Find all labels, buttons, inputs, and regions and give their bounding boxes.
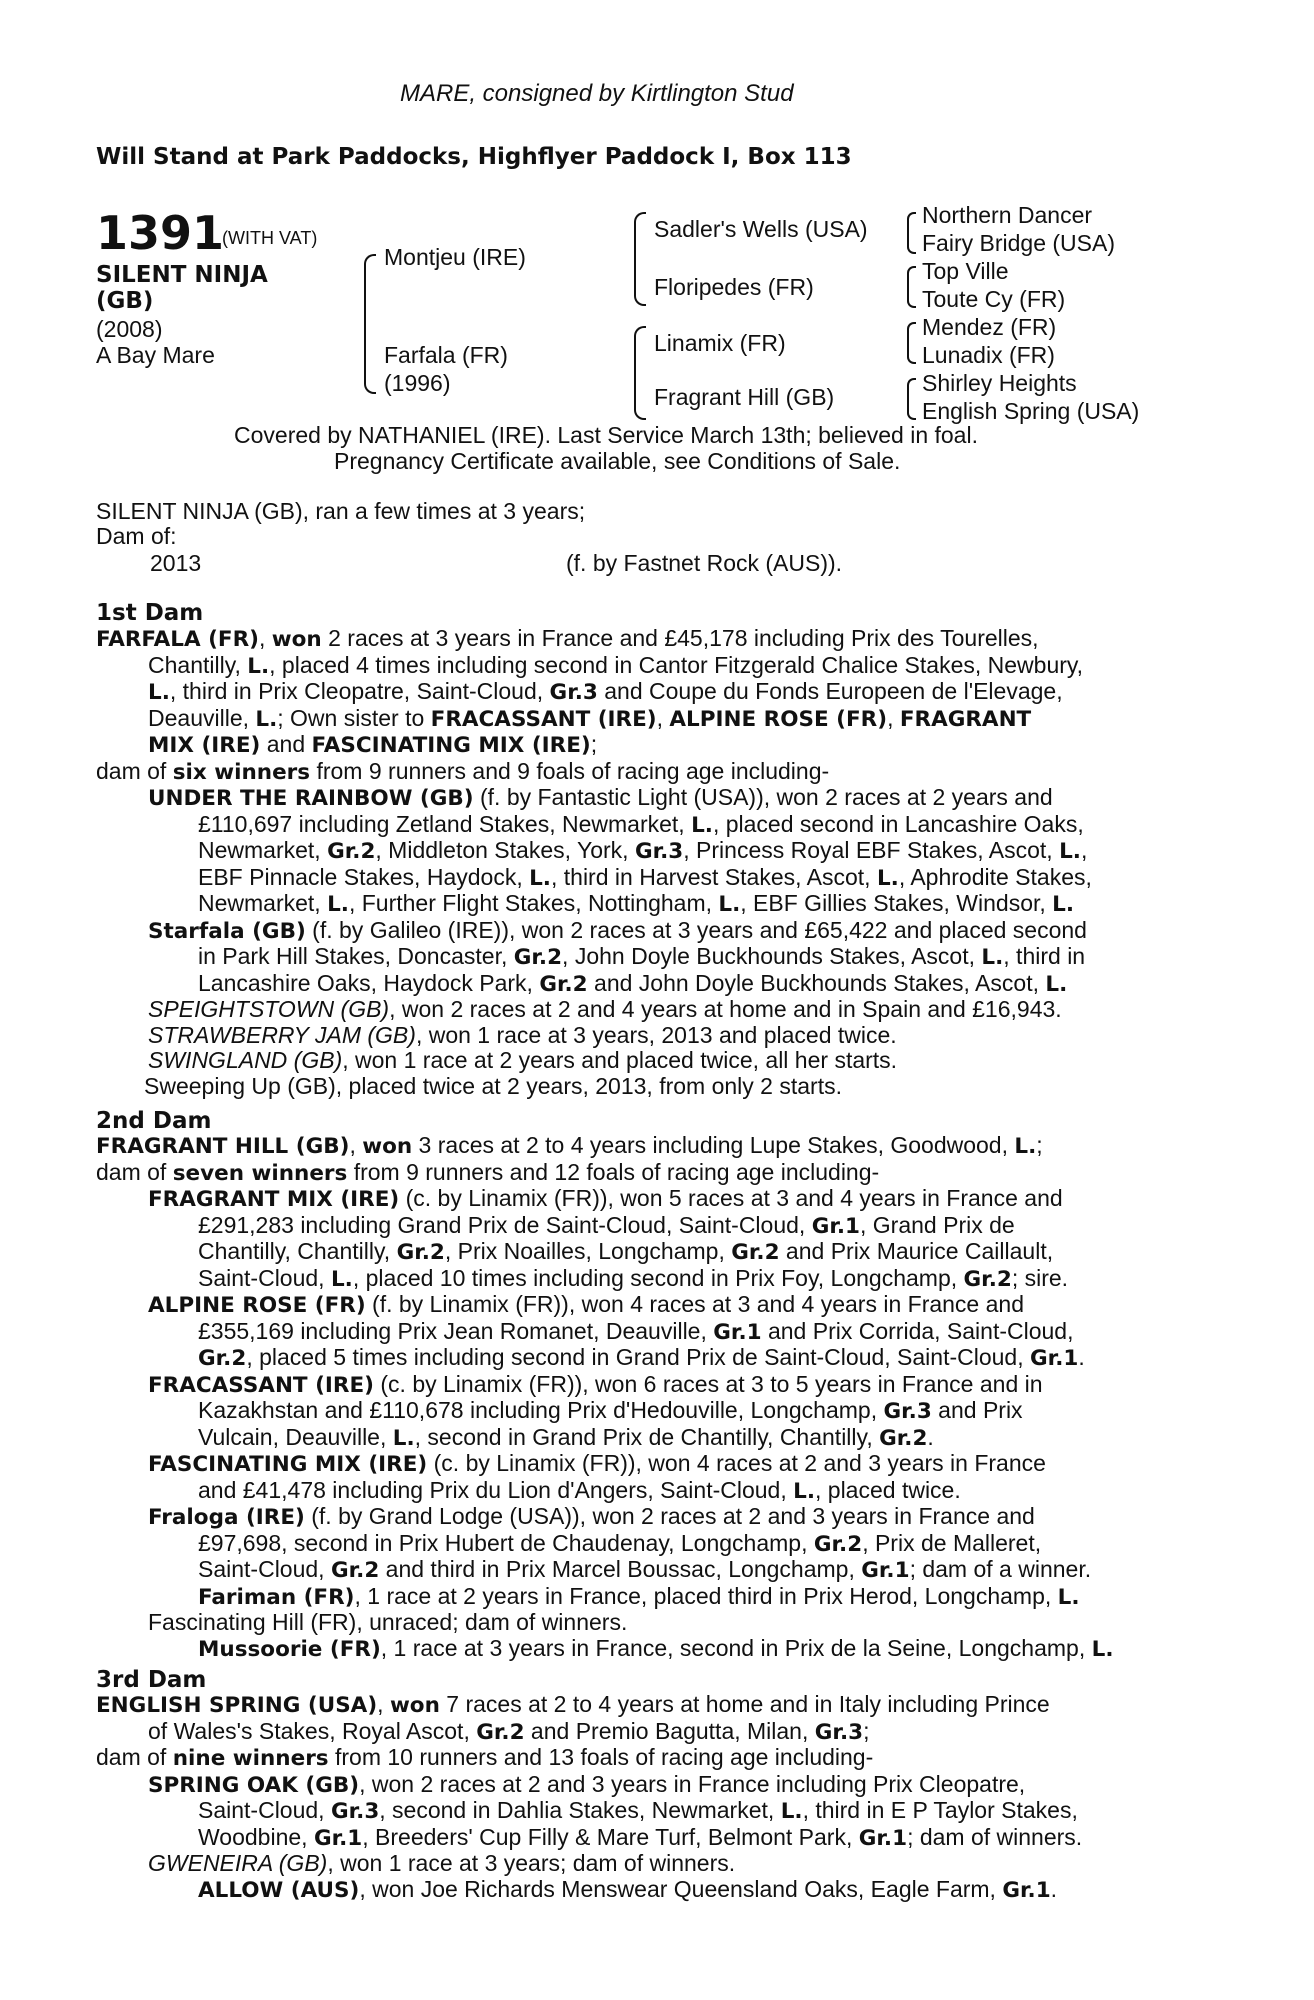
- sibling-name: FRAGRANT: [899, 706, 1032, 732]
- text: Chantilly, Chantilly,: [198, 1238, 397, 1264]
- text: , third in: [1003, 943, 1086, 969]
- text: Newmarket,: [198, 837, 328, 863]
- text: , placed twice.: [815, 1476, 961, 1503]
- produce-detail: (f. by Fastnet Rock (AUS)).: [566, 550, 843, 576]
- group-label: Gr.2: [396, 1240, 445, 1265]
- text: ,: [887, 704, 900, 731]
- text: , won 1 race at 3 years, 2013 and placed twice.: [415, 1021, 897, 1048]
- listed-label: L.: [1059, 839, 1081, 864]
- progeny-name: FRACASSANT (IRE): [148, 1372, 374, 1398]
- text: , won 1 race at 3 years; dam of winners.: [327, 1850, 736, 1876]
- group-label: Gr.2: [539, 971, 588, 997]
- pedigree-ddd: English Spring (USA): [922, 398, 1140, 424]
- progeny-name: UNDER THE RAINBOW (GB): [148, 786, 474, 811]
- text: ; dam of winners.: [907, 1823, 1083, 1850]
- produce-summary: SILENT NINJA (GB), ran a few times at 3 years;: [96, 498, 586, 524]
- first-dam-heading: 1st Dam: [96, 600, 204, 626]
- listed-label: L.: [392, 1425, 415, 1451]
- text: , third in Harvest Stakes, Ascot,: [550, 863, 877, 890]
- text: Sweeping Up (GB), placed twice at 2 years, 2013, from only 2 starts.: [144, 1072, 842, 1099]
- text: , placed second in Lancashire Oaks,: [712, 810, 1084, 837]
- text: .: [1078, 1344, 1085, 1370]
- listed-label: L.: [148, 680, 170, 705]
- text: Deauville,: [148, 704, 256, 731]
- pedigree-brace-dam-line: [634, 326, 646, 420]
- text: from 10 runners and 13 foals of racing age including-: [328, 1744, 874, 1770]
- listed-label: L.: [793, 1478, 815, 1504]
- pedigree-dsd: Lunadix (FR): [922, 342, 1055, 368]
- group-label: Gr.2: [327, 839, 376, 864]
- text: ,: [349, 1132, 363, 1158]
- group-label: Gr.3: [549, 680, 598, 705]
- text: 2 races at 3 years in France and £45,178 including Prix des Tourelles,: [321, 625, 1039, 651]
- group-label: Gr.2: [731, 1240, 780, 1265]
- progeny-name: ALLOW (AUS): [198, 1877, 360, 1903]
- text: , placed 4 times including second in Cantor Fitzgerald Chalice Stakes, Newbury,: [269, 651, 1084, 678]
- text: ,: [1080, 837, 1088, 863]
- dam-name: FARFALA (FR): [96, 627, 259, 652]
- text: , Grand Prix de: [860, 1211, 1015, 1238]
- text: Lancashire Oaks, Haydock Park,: [198, 969, 540, 996]
- listed-label: L.: [247, 653, 270, 679]
- pedigree-sire: Montjeu (IRE): [384, 244, 526, 270]
- text: and Coupe du Fonds Europeen de l'Elevage,: [597, 678, 1063, 704]
- text: (c. by Linamix (FR)), won 5 races at 3 and 4 years in France and: [399, 1185, 1063, 1211]
- listed-label: L.: [529, 865, 551, 891]
- text: , won 2 races at 2 and 4 years at home and in Spain and £16,943.: [389, 996, 1062, 1022]
- second-dam-heading: 2nd Dam: [96, 1108, 212, 1134]
- third-dam-heading: 3rd Dam: [96, 1667, 207, 1693]
- pedigree-dds: Shirley Heights: [922, 370, 1077, 396]
- pedigree-brace-sd: [907, 266, 916, 308]
- group-label: Gr.2: [476, 1719, 525, 1745]
- pedigree-sss: Northern Dancer: [922, 202, 1093, 228]
- text: , Middleton Stakes, York,: [375, 837, 635, 863]
- text: ;: [863, 1717, 870, 1744]
- progeny-name: Starfala (GB): [148, 918, 306, 944]
- pedigree-dss: Mendez (FR): [922, 314, 1057, 340]
- listed-label: L.: [1091, 1636, 1114, 1662]
- sibling-name: ALPINE ROSE (FR): [669, 706, 888, 732]
- text: (f. by Grand Lodge (USA)), won 2 races at 2 and 3 years in France and: [304, 1503, 1035, 1529]
- text: £97,698, second in Prix Hubert de Chaudenay, Longchamp,: [198, 1529, 814, 1556]
- group-label: Gr.1: [858, 1825, 908, 1851]
- covering-note: Covered by NATHANIEL (IRE). Last Service March 13th; believed in foal.: [234, 422, 978, 448]
- text: (f. by Galileo (IRE)), won 2 races at 3 years and £65,422 and placed second: [305, 916, 1087, 943]
- text: Vulcain, Deauville,: [198, 1423, 393, 1450]
- group-label: Gr.3: [330, 1799, 380, 1824]
- text: Saint-Cloud,: [198, 1556, 331, 1582]
- text: , third in Prix Cleopatre, Saint-Cloud,: [169, 678, 550, 704]
- pedigree-sdd: Toute Cy (FR): [922, 286, 1066, 312]
- horse-name: SILENT NINJA: [96, 262, 268, 288]
- dam-name: ENGLISH SPRING (USA): [96, 1693, 378, 1718]
- text: and Prix Corrida, Saint-Cloud,: [761, 1317, 1074, 1344]
- progeny-name: Fariman (FR): [198, 1584, 355, 1610]
- text: .: [1050, 1875, 1058, 1902]
- text: Fascinating Hill (FR), unraced; dam of winners.: [148, 1609, 628, 1635]
- text: and third in Prix Marcel Boussac, Longchamp,: [379, 1556, 862, 1582]
- text: £110,697 including Zetland Stakes, Newmarket,: [198, 810, 692, 837]
- text: ;: [1036, 1132, 1043, 1158]
- text: , won 1 race at 2 years and placed twice, all her starts.: [342, 1047, 898, 1073]
- text: Chantilly,: [148, 651, 248, 678]
- horse-name-suffix: (GB): [96, 288, 154, 314]
- third-dam-entry: [96, 1692, 1200, 1903]
- text: ,: [656, 704, 670, 731]
- text: (c. by Linamix (FR)), won 4 races at 2 and 3 years in France: [427, 1450, 1046, 1476]
- pedigree-brace-parents: [364, 254, 376, 394]
- text: , placed 5 times including second in Grand Prix de Saint-Cloud, Saint-Cloud,: [246, 1344, 1031, 1370]
- text: , third in E P Taylor Stakes,: [802, 1797, 1078, 1823]
- listed-label: L.: [1045, 971, 1068, 997]
- text: , placed 10 times including second in Prix Foy, Longchamp,: [352, 1264, 964, 1291]
- text: , Princess Royal EBF Stakes, Ascot,: [683, 837, 1060, 863]
- text: , 1 race at 2 years in France, placed third in Prix Herod, Longchamp,: [354, 1582, 1058, 1609]
- text: .: [927, 1423, 934, 1450]
- won-label: won: [362, 1134, 413, 1159]
- group-label: Gr.2: [963, 1266, 1012, 1292]
- listed-label: L.: [876, 865, 899, 891]
- first-dam-entry: FARFALA (FR), won 2 races at 3 years in France and £45,178 including Prix des Tourelles, Chantilly, L., placed 4 times including second in Cantor Fitzgerald Chalice Stakes, Newbury, L., third in Prix Cleopatre, Saint-Cloud, Gr.3 and Coupe du Fonds Europeen de l'Elevage, Deauville, L.; Own sister to FRACASSANT (IRE), ALPINE ROSE (FR), FRAGRANT MIX (IRE) and FASCINATING MIX (IRE); dam of six winners from 9 runners and 9 foals of racing age including- UNDER THE RAINBOW (GB) (f. by Fantastic Light (USA)), won 2 races at 2 years and £110,697 including Zetland Stakes, Newmarket, L., placed second in Lancashire Oaks, Newmarket, Gr.2, Middleton Stakes, York, Gr.3, Princess Royal EBF Stakes, Ascot, L., EBF Pinnacle Stakes, Haydock, L., third in Harvest Stakes, Ascot, L., Aphrodite Stakes, Newmarket, L., Further Flight Stakes, Nottingham, L., EBF Gillies Stakes, Windsor, L. Starfala (GB) (f. by Galileo (IRE)), won 2 races at 3 years and £65,422 and placed second in Park Hill Stakes, Doncaster, Gr.2, John Doyle Buckhounds Stakes, Ascot, L., third in Lancashire Oaks, Haydock Park, Gr.2 and John Doyle Buckhounds Stakes, Ascot, L. SPEIGHTSTOWN (GB), won 2 races at 2 and 4 years at home and in Spain and £16,943. STRAWBERRY JAM (GB), won 1 race at 3 years, 2013 and placed twice. SWINGLAND (GB), won 1 race at 2 years and placed twice, all her starts. Sweeping Up (GB), placed twice at 2 years, 2013, from only 2 starts.: [96, 625, 1092, 1099]
- text: Saint-Cloud,: [198, 1797, 331, 1823]
- stand-location: Will Stand at Park Paddocks, Highflyer Paddock I, Box 113: [96, 144, 852, 170]
- text: (f. by Linamix (FR)), won 4 races at 3 and 4 years in France and: [365, 1291, 1024, 1317]
- text: dam of: [96, 1744, 173, 1770]
- text: and Prix: [931, 1397, 1023, 1423]
- progeny-name: FASCINATING MIX (IRE): [148, 1452, 428, 1477]
- group-label: Gr.3: [634, 839, 684, 864]
- sibling-name: MIX (IRE): [148, 733, 261, 758]
- consignor-subtitle: MARE, consigned by Kirtlington Stud: [400, 80, 794, 107]
- pedigree-ssd: Fairy Bridge (USA): [922, 230, 1115, 256]
- pedigree-dam: Farfala (FR): [384, 342, 508, 368]
- group-label: Gr.1: [713, 1319, 762, 1345]
- won-label: won: [389, 1693, 440, 1718]
- text: 3 races at 2 to 4 years including Lupe Stakes, Goodwood,: [412, 1132, 1015, 1158]
- pedigree-brace-dd: [907, 378, 916, 420]
- pedigree-sds: Top Ville: [922, 258, 1009, 284]
- text: ; dam of a winner.: [909, 1556, 1092, 1582]
- text: , second in Dahlia Stakes, Newmarket,: [379, 1797, 781, 1823]
- text: ; sire.: [1011, 1264, 1069, 1291]
- text: ; Own sister to: [277, 704, 431, 731]
- text: (c. by Linamix (FR)), won 6 races at 3 to 5 years in France and in: [373, 1370, 1043, 1397]
- won-label: won: [271, 627, 322, 652]
- pedigree-brace-sire-line: [634, 212, 646, 306]
- text: , 1 race at 3 years in France, second in Prix de la Seine, Longchamp,: [380, 1634, 1092, 1661]
- text: , second in Grand Prix de Chantilly, Chantilly,: [414, 1423, 880, 1450]
- winners-count: six winners: [172, 759, 311, 785]
- text: , Prix de Malleret,: [862, 1529, 1042, 1556]
- group-label: Gr.3: [814, 1719, 864, 1745]
- listed-label: L.: [1014, 1134, 1037, 1159]
- progeny-name: STRAWBERRY JAM (GB): [148, 1021, 416, 1048]
- text: Woodbine,: [198, 1823, 314, 1850]
- dam-name: FRAGRANT HILL (GB): [96, 1134, 350, 1159]
- group-label: Gr.1: [1002, 1877, 1051, 1903]
- second-dam-entry: [96, 1133, 1200, 1662]
- progeny-name: SPEIGHTSTOWN (GB): [148, 996, 390, 1022]
- text: and Prix Maurice Caillault,: [779, 1238, 1054, 1264]
- listed-label: L.: [327, 892, 349, 917]
- group-label: Gr.1: [811, 1213, 861, 1239]
- text: and Premio Bagutta, Milan,: [524, 1717, 815, 1744]
- text: ,: [377, 1691, 390, 1717]
- foaling-year: (2008): [96, 316, 163, 342]
- horse-description: A Bay Mare: [96, 342, 215, 368]
- pedigree-brace-ss: [907, 212, 916, 254]
- text: in Park Hill Stakes, Doncaster,: [198, 943, 514, 969]
- produce-dam-of: Dam of:: [96, 523, 177, 549]
- pedigree-dam-dam: Fragrant Hill (GB): [654, 384, 835, 410]
- text: Newmarket,: [198, 890, 328, 916]
- listed-label: L.: [1057, 1584, 1080, 1610]
- text: , John Doyle Buckhounds Stakes, Ascot,: [562, 943, 982, 969]
- text: , EBF Gillies Stakes, Windsor,: [740, 890, 1053, 916]
- listed-label: L.: [981, 945, 1004, 970]
- group-label: Gr.2: [813, 1531, 863, 1557]
- text: and: [260, 731, 312, 757]
- sibling-name: FRACASSANT (IRE): [430, 706, 657, 732]
- produce-year: 2013: [150, 550, 202, 576]
- winners-count: seven winners: [172, 1160, 348, 1186]
- listed-label: L.: [718, 892, 741, 917]
- pedigree-sire-dam: Floripedes (FR): [654, 274, 814, 300]
- text: Kazakhstan and £110,678 including Prix d'Hedouville, Longchamp,: [198, 1397, 884, 1423]
- text: , Breeders' Cup Filly & Mare Turf, Belmont Park,: [362, 1823, 859, 1850]
- text: ;: [590, 731, 598, 757]
- text: , Further Flight Stakes, Nottingham,: [348, 890, 719, 916]
- lot-number: 1391: [96, 206, 225, 260]
- text: and £41,478 including Prix du Lion d'Angers, Saint-Cloud,: [198, 1476, 794, 1503]
- vat-note: (WITH VAT): [222, 228, 318, 248]
- group-label: Gr.3: [883, 1399, 932, 1424]
- text: , won Joe Richards Menswear Queensland Oaks, Eagle Farm,: [359, 1875, 1003, 1902]
- group-label: Gr.1: [861, 1558, 910, 1583]
- progeny-name: SPRING OAK (GB): [148, 1772, 360, 1798]
- group-label: Gr.1: [313, 1825, 363, 1851]
- text: EBF Pinnacle Stakes, Haydock,: [198, 863, 530, 890]
- group-label: Gr.2: [879, 1425, 928, 1451]
- text: from 9 runners and 12 foals of racing age including-: [347, 1158, 880, 1185]
- winners-count: nine winners: [172, 1746, 329, 1771]
- pedigree-dam-sire: Linamix (FR): [654, 330, 786, 356]
- group-label: Gr.2: [330, 1558, 380, 1583]
- listed-label: L.: [691, 812, 713, 838]
- group-label: Gr.2: [513, 945, 563, 970]
- pedigree-dam-year: (1996): [384, 370, 451, 396]
- text: 7 races at 2 to 4 years at home and in Italy including Prince: [439, 1691, 1050, 1717]
- listed-label: L.: [255, 706, 278, 732]
- group-label: Gr.2: [198, 1346, 247, 1371]
- listed-label: L.: [1052, 892, 1075, 917]
- text: Saint-Cloud,: [198, 1264, 331, 1291]
- listed-label: L.: [330, 1266, 353, 1292]
- sibling-name: FASCINATING MIX (IRE): [311, 733, 591, 758]
- text: , Aphrodite Stakes,: [898, 863, 1092, 890]
- progeny-name: SWINGLAND (GB): [148, 1047, 343, 1073]
- progeny-name: ALPINE ROSE (FR): [148, 1293, 366, 1318]
- text: £355,169 including Prix Jean Romanet, Deauville,: [198, 1317, 714, 1344]
- text: , Prix Noailles, Longchamp,: [444, 1238, 732, 1264]
- pregnancy-note: Pregnancy Certificate available, see Conditions of Sale.: [334, 448, 901, 474]
- progeny-name: Fraloga (IRE): [148, 1505, 305, 1530]
- progeny-name: FRAGRANT MIX (IRE): [148, 1187, 400, 1212]
- text: from 9 runners and 9 foals of racing age including-: [310, 757, 830, 784]
- group-label: Gr.1: [1030, 1346, 1079, 1371]
- text: , won 2 races at 2 and 3 years in France including Prix Cleopatre,: [359, 1770, 1026, 1797]
- text: (f. by Fantastic Light (USA)), won 2 races at 2 years and: [473, 784, 1053, 810]
- text: and John Doyle Buckhounds Stakes, Ascot,: [587, 969, 1046, 996]
- listed-label: L.: [780, 1799, 803, 1824]
- pedigree-brace-ds: [907, 322, 916, 364]
- pedigree-sire-sire: Sadler's Wells (USA): [654, 216, 868, 242]
- progeny-name: GWENEIRA (GB): [148, 1850, 328, 1876]
- text: dam of: [96, 757, 173, 784]
- text: dam of: [96, 1158, 173, 1185]
- text: £291,283 including Grand Prix de Saint-Cloud, Saint-Cloud,: [198, 1211, 812, 1238]
- text: of Wales's Stakes, Royal Ascot,: [148, 1717, 477, 1744]
- progeny-name: Mussoorie (FR): [198, 1636, 381, 1662]
